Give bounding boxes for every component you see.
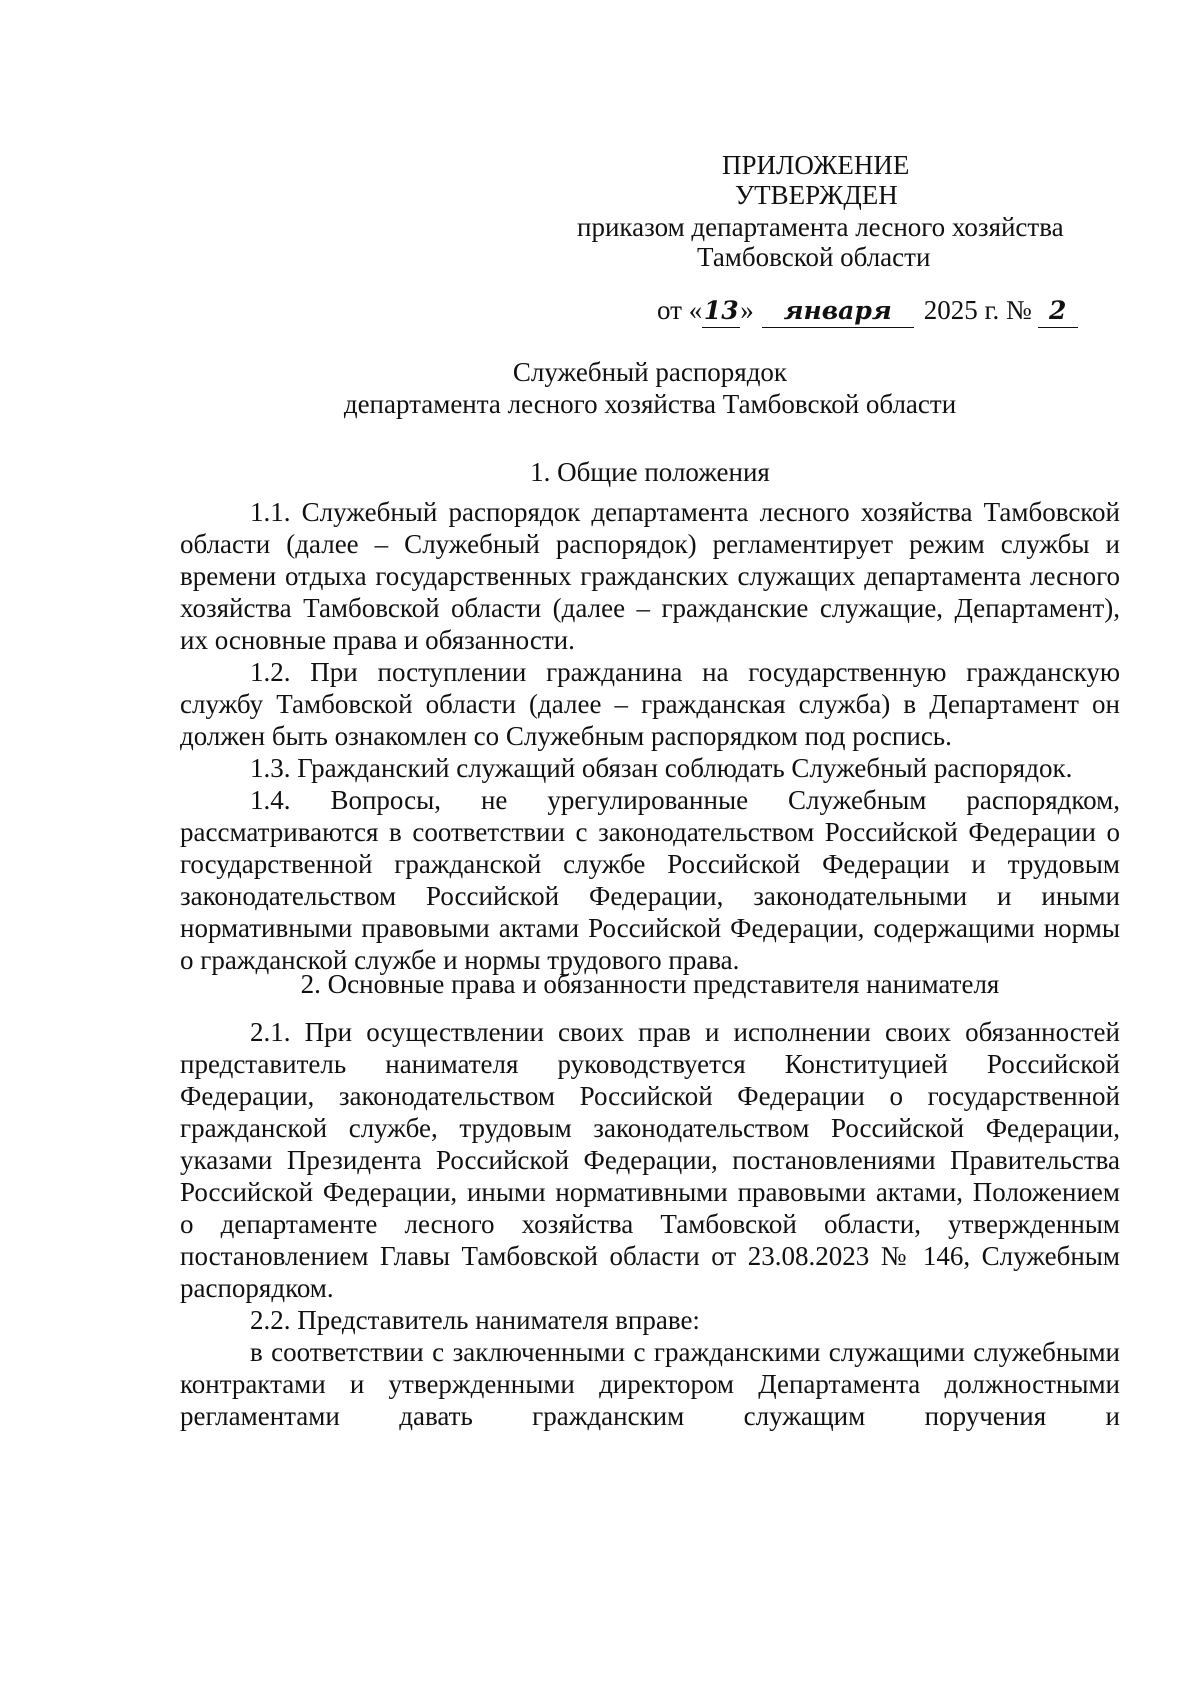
paragraph-1-4: 1.4. Вопросы, не урегулированные Служебным распорядком, рассматриваются в соответствии с законодательством Российской Федерации о государственной гражданской службе Российской Федерации и трудовым законодательством Российской Федерации, законодательными и иными нормативными правовыми актами Российской Федерации, содержащими нормы о гражданской службе и нормы трудового права. [180,785,1120,975]
date-year: 2025 г. № [923,295,1032,325]
date-prefix: от « [657,295,703,325]
approved-label: УТВЕРЖДЕН [735,180,898,210]
document-title-line-2: департамента лесного хозяйства Тамбовской области [343,389,957,419]
paragraph-1-3: 1.3. Гражданский служащий обязан соблюдать Служебный распорядок. [250,753,1073,783]
order-number-handwritten: 2 [1038,295,1078,328]
paragraph-1-2: 1.2. При поступлении гражданина на государственную гражданскую службу Тамбовской области (далее – гражданская служба) в Департамент он должен быть ознакомлен со Служебным распорядком под роспись. [180,657,1120,751]
appendix-label: ПРИЛОЖЕНИЕ [722,150,910,180]
section-2-body [180,1016,1120,1432]
paragraph-2-2: 2.2. Представитель нанимателя вправе: [250,1305,700,1335]
section-1-body [180,496,1120,976]
document-title-line-1: Служебный распорядок [512,357,788,387]
order-line-2: Тамбовской области [697,242,931,272]
paragraph-2-1: 2.1. При осуществлении своих прав и исполнении своих обязанностей представитель нанимателя руководствуется Конституцией Российской Федерации, законодательством Российской Федерации о государственной гражданской службе, трудовым законодательством Российской Федерации, указами Президента Российской Федерации, постановлениями Правительства Российской Федерации, иными нормативными правовыми актами, Положением о департаменте лесного хозяйства Тамбовской области, утвержденным постановлением Главы Тамбовской области от 23.08.2023 № 146, Служебным распорядком. [180,1017,1120,1303]
section-2-heading: 2. Основные права и обязанности представителя нанимателя [300,969,1000,999]
order-date-line [657,294,1078,328]
paragraph-2-2-item: в соответствии с заключенными с гражданскими служащими служебными контрактами и утвержденными директором Департамента должностными регламентами давать гражданским служащим поручения и [180,1337,1120,1431]
section-1-heading: 1. Общие положения [530,457,770,487]
order-line-1: приказом департамента лесного хозяйства [577,212,1064,242]
date-day-handwritten: 13 [702,295,740,328]
date-month-handwritten: января [762,295,914,328]
paragraph-1-1: 1.1. Служебный распорядок департамента лесного хозяйства Тамбовской области (далее – Служебный распорядок) регламентирует режим службы и времени отдыха государственных гражданских служащих департамента лесного хозяйства Тамбовской области (далее – гражданские служащие, Департамент), их основные права и обязанности. [180,497,1120,655]
date-mid: » [740,295,754,325]
